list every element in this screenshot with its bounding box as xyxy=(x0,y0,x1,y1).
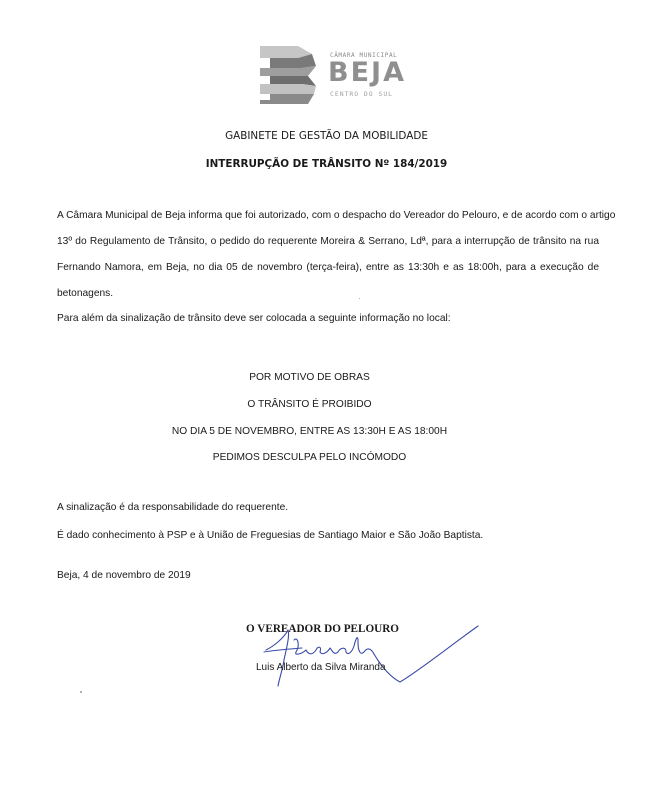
notice-line: POR MOTIVO DE OBRAS xyxy=(249,372,370,383)
paragraph-line: 13º do Regulamento de Trânsito, o pedido do requerente Moreira & Serrano, Ldª, para a interrupção de trânsito na rua xyxy=(57,236,599,247)
logo-name: BEJA xyxy=(328,57,406,88)
department-heading: GABINETE DE GESTÃO DA MOBILIDADE xyxy=(225,130,428,142)
document-title: INTERRUPÇÃO DE TRÂNSITO Nº 184/2019 xyxy=(205,158,448,170)
scan-speck xyxy=(80,691,82,693)
signatory-name: Luis Alberto da Silva Miranda xyxy=(256,662,386,673)
notice-line: O TRÂNSITO É PROIBIDO xyxy=(247,399,372,410)
responsibility-statement: A sinalização é da responsabilidade do requerente. xyxy=(57,502,289,513)
signatory-title: O VEREADOR DO PELOURO xyxy=(246,623,400,635)
camara-municipal-beja-logo xyxy=(258,44,408,106)
handwritten-signature xyxy=(250,616,490,688)
notice-line: PEDIMOS DESCULPA PELO INCÓMODO xyxy=(212,452,407,463)
authorization-paragraph xyxy=(57,209,616,313)
scan-speck xyxy=(359,298,360,299)
beja-logo-mark-icon xyxy=(258,44,324,106)
signage-instruction: Para além da sinalização de trânsito deve ser colocada a seguinte informação no local: xyxy=(57,313,451,324)
place-and-date: Beja, 4 de novembro de 2019 xyxy=(57,570,191,581)
logo-top-text: CÂMARA MUNICIPAL xyxy=(330,52,398,59)
paragraph-line: betonagens. xyxy=(57,288,114,299)
notification-statement: É dado conhecimento à PSP e à União de Freguesias de Santiago Maior e São João Baptista. xyxy=(57,530,484,541)
paragraph-line: A Câmara Municipal de Beja informa que foi autorizado, com o despacho do Vereador do Pelouro, e de acordo com o artigo xyxy=(57,210,616,221)
paragraph-line: Fernando Namora, em Beja, no dia 05 de novembro (terça-feira), entre as 13:30h e as 18:00h, para a execução de xyxy=(57,262,599,273)
notice-line: NO DIA 5 DE NOVEMBRO, ENTRE AS 13:30H E AS 18:00H xyxy=(171,426,448,437)
logo-subtitle: CENTRO DO SUL xyxy=(330,90,394,98)
